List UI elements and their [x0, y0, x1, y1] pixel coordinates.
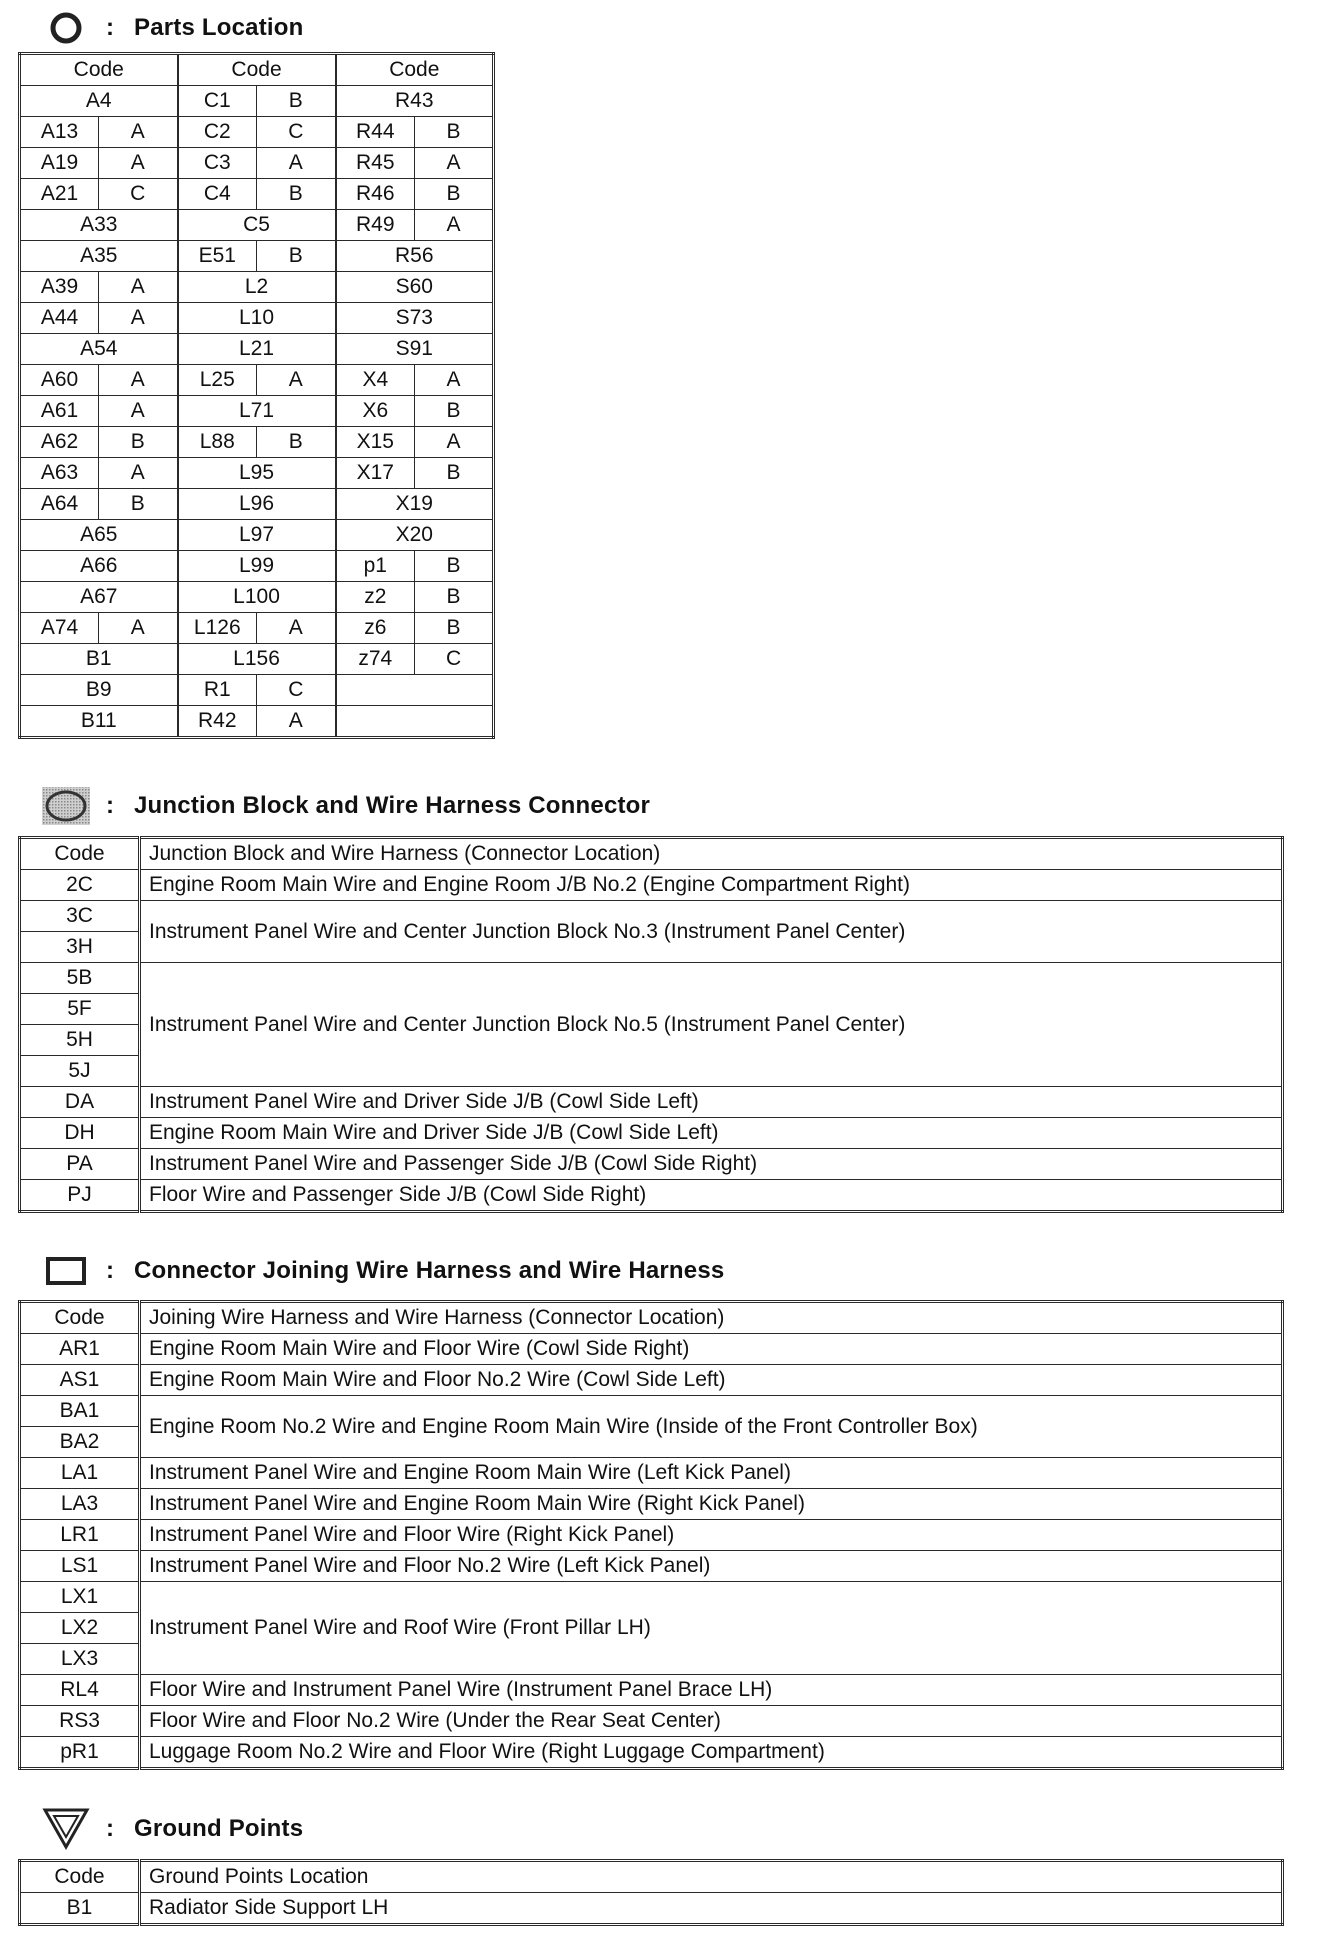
- table-row: [20, 334, 494, 365]
- part-location-letter: B: [415, 179, 494, 210]
- part-code: E51: [178, 241, 257, 272]
- connector-code: 5H: [20, 1025, 140, 1056]
- table-row: [20, 117, 494, 148]
- column-header-description: Joining Wire Harness and Wire Harness (Connector Location): [140, 1302, 1283, 1334]
- table-row: [20, 210, 494, 241]
- part-location-letter: C: [99, 179, 178, 210]
- table-row: [20, 551, 494, 582]
- section-title: Parts Location: [134, 14, 304, 41]
- part-location-letter: C: [257, 117, 336, 148]
- part-code: X15: [336, 427, 415, 458]
- table-row: [20, 458, 494, 489]
- connector-code: AR1: [20, 1334, 140, 1365]
- part-code: L96: [178, 489, 336, 520]
- connector-code: RS3: [20, 1706, 140, 1737]
- column-header: Code: [178, 54, 336, 86]
- part-code: A54: [20, 334, 178, 365]
- part-code: X6: [336, 396, 415, 427]
- part-code: C2: [178, 117, 257, 148]
- connector-code: 5J: [20, 1056, 140, 1087]
- connector-location: Engine Room Main Wire and Floor Wire (Cowl Side Right): [140, 1334, 1283, 1365]
- connector-location: Instrument Panel Wire and Passenger Side J/B (Cowl Side Right): [140, 1149, 1283, 1180]
- column-header-description: Junction Block and Wire Harness (Connector Location): [140, 838, 1283, 870]
- part-location-letter: B: [257, 241, 336, 272]
- part-code: A44: [20, 303, 99, 334]
- part-location-letter: C: [415, 644, 494, 675]
- connector-location: Engine Room No.2 Wire and Engine Room Main Wire (Inside of the Front Controller Box): [140, 1396, 1283, 1458]
- part-location-letter: B: [415, 613, 494, 644]
- connector-code: PA: [20, 1149, 140, 1180]
- connector-location: Floor Wire and Instrument Panel Wire (Instrument Panel Brace LH): [140, 1675, 1283, 1706]
- part-location-letter: A: [257, 613, 336, 644]
- parts-location-heading: [40, 8, 304, 48]
- connector-code: pR1: [20, 1737, 140, 1769]
- part-code: z74: [336, 644, 415, 675]
- section-colon: :: [106, 792, 114, 819]
- section-colon: :: [106, 1257, 114, 1284]
- part-location-letter: B: [99, 489, 178, 520]
- table-row: [20, 963, 1283, 994]
- connector-joining-table: [18, 1300, 1284, 1770]
- part-location-letter: B: [415, 117, 494, 148]
- connector-location: Instrument Panel Wire and Floor Wire (Right Kick Panel): [140, 1520, 1283, 1551]
- connector-code: DA: [20, 1087, 140, 1118]
- part-code: L156: [178, 644, 336, 675]
- connector-location: Floor Wire and Passenger Side J/B (Cowl Side Right): [140, 1180, 1283, 1212]
- rectangle-icon: [40, 1251, 92, 1291]
- part-code: A63: [20, 458, 99, 489]
- part-code: R44: [336, 117, 415, 148]
- connector-code: AS1: [20, 1365, 140, 1396]
- connector-code: PJ: [20, 1180, 140, 1212]
- part-code: A62: [20, 427, 99, 458]
- connector-location: Instrument Panel Wire and Engine Room Main Wire (Right Kick Panel): [140, 1489, 1283, 1520]
- part-location-letter: A: [99, 148, 178, 179]
- connector-location: Instrument Panel Wire and Driver Side J/B (Cowl Side Left): [140, 1087, 1283, 1118]
- connector-code: 5F: [20, 994, 140, 1025]
- section-colon: :: [106, 1815, 114, 1842]
- connector-code: B1: [20, 1893, 140, 1925]
- connector-code: 2C: [20, 870, 140, 901]
- part-code: B11: [20, 706, 178, 738]
- part-location-letter: B: [99, 427, 178, 458]
- part-location-letter: A: [99, 458, 178, 489]
- triangle-down-icon: [40, 1809, 92, 1849]
- part-location-letter: B: [257, 179, 336, 210]
- part-location-letter: B: [415, 551, 494, 582]
- table-row: [20, 675, 494, 706]
- part-location-letter: C: [257, 675, 336, 706]
- junction-block-table: [18, 836, 1284, 1213]
- part-code: R43: [336, 86, 494, 117]
- connector-location: Engine Room Main Wire and Driver Side J/B (Cowl Side Left): [140, 1118, 1283, 1149]
- table-row: [20, 520, 494, 551]
- table-row: [20, 1489, 1283, 1520]
- part-location-letter: A: [257, 148, 336, 179]
- part-code: [336, 706, 494, 738]
- part-code: S73: [336, 303, 494, 334]
- part-code: C5: [178, 210, 336, 241]
- connector-location: Floor Wire and Floor No.2 Wire (Under the Rear Seat Center): [140, 1706, 1283, 1737]
- connector-code: 3C: [20, 901, 140, 932]
- part-code: L71: [178, 396, 336, 427]
- connector-location: Engine Room Main Wire and Floor No.2 Wire (Cowl Side Left): [140, 1365, 1283, 1396]
- connector-code: BA2: [20, 1427, 140, 1458]
- part-code: C3: [178, 148, 257, 179]
- part-code: B9: [20, 675, 178, 706]
- part-location-letter: A: [99, 613, 178, 644]
- ground-points-table: [18, 1859, 1284, 1926]
- part-code: z2: [336, 582, 415, 613]
- part-code: A67: [20, 582, 178, 613]
- table-row: [20, 1551, 1283, 1582]
- table-row: [20, 1180, 1283, 1212]
- column-header: Code: [20, 54, 178, 86]
- parts-location-table: [18, 52, 495, 739]
- connector-location: Instrument Panel Wire and Engine Room Main Wire (Left Kick Panel): [140, 1458, 1283, 1489]
- part-code: A33: [20, 210, 178, 241]
- part-code: z6: [336, 613, 415, 644]
- part-code: [336, 675, 494, 706]
- part-code: A21: [20, 179, 99, 210]
- part-code: C1: [178, 86, 257, 117]
- table-row: [20, 1149, 1283, 1180]
- part-code: L126: [178, 613, 257, 644]
- connector-location: Radiator Side Support LH: [140, 1893, 1283, 1925]
- part-code: X20: [336, 520, 494, 551]
- connector-code: 3H: [20, 932, 140, 963]
- column-header-code: Code: [20, 838, 140, 870]
- part-code: A66: [20, 551, 178, 582]
- part-location-letter: A: [99, 272, 178, 303]
- table-row: [20, 1893, 1283, 1925]
- connector-code: LS1: [20, 1551, 140, 1582]
- table-row: [20, 396, 494, 427]
- table-row: [20, 1520, 1283, 1551]
- connector-location: Instrument Panel Wire and Center Junction Block No.3 (Instrument Panel Center): [140, 901, 1283, 963]
- table-row: [20, 870, 1283, 901]
- column-header-code: Code: [20, 1302, 140, 1334]
- part-location-letter: A: [415, 365, 494, 396]
- connector-location: Instrument Panel Wire and Center Junction Block No.5 (Instrument Panel Center): [140, 963, 1283, 1087]
- table-row: [20, 1087, 1283, 1118]
- part-code: L10: [178, 303, 336, 334]
- part-code: L97: [178, 520, 336, 551]
- table-row: [20, 489, 494, 520]
- part-code: R46: [336, 179, 415, 210]
- table-row: [20, 1458, 1283, 1489]
- column-header: Code: [336, 54, 494, 86]
- part-location-letter: A: [99, 117, 178, 148]
- part-code: A64: [20, 489, 99, 520]
- part-location-letter: B: [415, 396, 494, 427]
- table-row: [20, 148, 494, 179]
- connector-code: LX3: [20, 1644, 140, 1675]
- section-title: Ground Points: [134, 1815, 304, 1842]
- part-code: S91: [336, 334, 494, 365]
- connector-location: Instrument Panel Wire and Roof Wire (Front Pillar LH): [140, 1582, 1283, 1675]
- part-code: A65: [20, 520, 178, 551]
- ground-points-heading: [40, 1809, 303, 1849]
- part-location-letter: A: [99, 396, 178, 427]
- part-code: L88: [178, 427, 257, 458]
- part-location-letter: A: [415, 427, 494, 458]
- table-header-row: [20, 1302, 1283, 1334]
- part-code: X19: [336, 489, 494, 520]
- part-code: A4: [20, 86, 178, 117]
- connector-location: Instrument Panel Wire and Floor No.2 Wire (Left Kick Panel): [140, 1551, 1283, 1582]
- table-row: [20, 901, 1283, 932]
- connector-code: LA1: [20, 1458, 140, 1489]
- part-code: A35: [20, 241, 178, 272]
- part-location-letter: A: [257, 365, 336, 396]
- table-row: [20, 303, 494, 334]
- table-row: [20, 1365, 1283, 1396]
- connector-location: Luggage Room No.2 Wire and Floor Wire (Right Luggage Compartment): [140, 1737, 1283, 1769]
- part-code: X17: [336, 458, 415, 489]
- part-code: L99: [178, 551, 336, 582]
- part-location-letter: B: [415, 458, 494, 489]
- part-code: R1: [178, 675, 257, 706]
- part-location-letter: A: [99, 365, 178, 396]
- part-code: S60: [336, 272, 494, 303]
- table-row: [20, 706, 494, 738]
- section-title: Junction Block and Wire Harness Connector: [134, 792, 651, 819]
- section-colon: :: [106, 14, 114, 41]
- table-row: [20, 1118, 1283, 1149]
- part-code: X4: [336, 365, 415, 396]
- part-code: A19: [20, 148, 99, 179]
- table-row: [20, 644, 494, 675]
- table-row: [20, 613, 494, 644]
- table-header-row: [20, 54, 494, 86]
- connector-code: BA1: [20, 1396, 140, 1427]
- table-row: [20, 1675, 1283, 1706]
- column-header-code: Code: [20, 1861, 140, 1893]
- part-location-letter: B: [415, 582, 494, 613]
- table-row: [20, 86, 494, 117]
- junction-block-heading: [40, 786, 650, 826]
- connector-code: RL4: [20, 1675, 140, 1706]
- part-location-letter: A: [257, 706, 336, 738]
- part-code: C4: [178, 179, 257, 210]
- part-code: A13: [20, 117, 99, 148]
- table-row: [20, 1737, 1283, 1769]
- part-location-letter: A: [415, 210, 494, 241]
- column-header-description: Ground Points Location: [140, 1861, 1283, 1893]
- table-row: [20, 427, 494, 458]
- part-code: R45: [336, 148, 415, 179]
- connector-code: DH: [20, 1118, 140, 1149]
- section-title: Connector Joining Wire Harness and Wire Harness: [134, 1257, 725, 1284]
- table-row: [20, 272, 494, 303]
- part-code: R49: [336, 210, 415, 241]
- part-location-letter: A: [99, 303, 178, 334]
- part-code: A60: [20, 365, 99, 396]
- table-header-row: [20, 838, 1283, 870]
- table-row: [20, 1396, 1283, 1427]
- part-code: L2: [178, 272, 336, 303]
- connector-code: LX2: [20, 1613, 140, 1644]
- part-location-letter: B: [257, 86, 336, 117]
- connector-code: LX1: [20, 1582, 140, 1613]
- table-row: [20, 241, 494, 272]
- part-code: A39: [20, 272, 99, 303]
- connector-code: LR1: [20, 1520, 140, 1551]
- part-code: L100: [178, 582, 336, 613]
- part-code: A74: [20, 613, 99, 644]
- table-row: [20, 582, 494, 613]
- part-location-letter: B: [257, 427, 336, 458]
- part-location-letter: A: [415, 148, 494, 179]
- part-code: L21: [178, 334, 336, 365]
- table-row: [20, 1334, 1283, 1365]
- connector-location: Engine Room Main Wire and Engine Room J/B No.2 (Engine Compartment Right): [140, 870, 1283, 901]
- table-row: [20, 1706, 1283, 1737]
- part-code: B1: [20, 644, 178, 675]
- part-code: A61: [20, 396, 99, 427]
- connector-joining-heading: [40, 1251, 724, 1291]
- connector-code: 5B: [20, 963, 140, 994]
- part-code: R42: [178, 706, 257, 738]
- part-code: L25: [178, 365, 257, 396]
- part-code: R56: [336, 241, 494, 272]
- table-header-row: [20, 1861, 1283, 1893]
- table-row: [20, 179, 494, 210]
- part-code: L95: [178, 458, 336, 489]
- circle-icon: [40, 8, 92, 48]
- table-row: [20, 1582, 1283, 1613]
- table-row: [20, 365, 494, 396]
- part-code: p1: [336, 551, 415, 582]
- connector-code: LA3: [20, 1489, 140, 1520]
- oval-hatched-icon: [40, 786, 92, 826]
